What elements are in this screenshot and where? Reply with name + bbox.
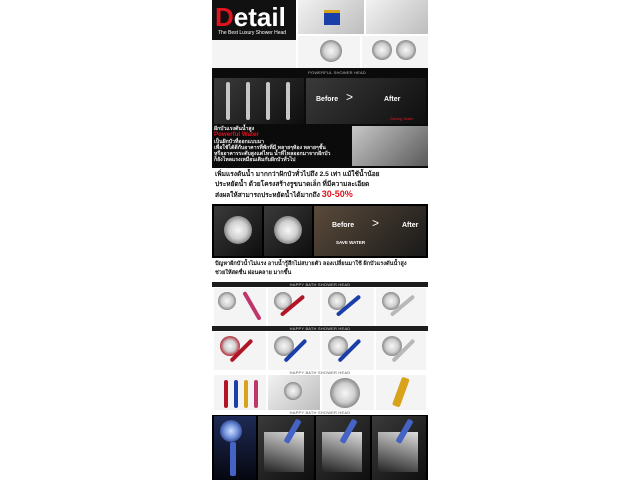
silver-handle-2 (246, 82, 250, 120)
spray-ring-2 (274, 216, 302, 244)
powerful-text (214, 126, 354, 164)
spray-ring-1 (224, 216, 252, 244)
title-initial: D (215, 2, 234, 32)
hand-holding-photo (212, 40, 296, 68)
gallery-3-ring-2 (284, 382, 302, 400)
gallery-banner-4: HAPPY BATH SHOWER HEAD (212, 410, 428, 415)
powerful-section (212, 68, 428, 168)
gallery-3-handle-red (224, 380, 228, 408)
gallery-banner-3: HAPPY BATH SHOWER HEAD (212, 370, 428, 375)
gallery-3-handle-gold (244, 380, 248, 408)
powerful-line-6: ก็ยังไหลแรงเหมือนเดิมกับฝักบัวทั่วไป (214, 157, 296, 164)
saving-water-caption: Saving Water (390, 116, 414, 121)
problem-line-2: ช่วยให้สดชื่น ผ่อนคลาย มากขึ้น (215, 270, 292, 276)
before-after-photo-2 (314, 206, 426, 256)
gallery-3-handle-blue (234, 380, 238, 408)
silver-handle-1 (226, 82, 230, 120)
shower-face-ring (320, 40, 342, 62)
pressure-line-3 (215, 191, 425, 200)
problem-text-block (212, 258, 428, 282)
shower-parts-photo (366, 0, 428, 34)
gallery-3 (212, 370, 428, 410)
gallery-banner-2: HAPPY BATH SHOWER HEAD (212, 326, 428, 331)
before-label: Before (316, 96, 339, 103)
arrow-icon: > (346, 90, 354, 104)
gallery-4-ring-1 (220, 420, 242, 442)
gallery-1 (212, 282, 428, 326)
gallery-3-ring-3 (330, 378, 360, 408)
woman-shower-photo (352, 126, 428, 166)
after-label-2: After (402, 222, 419, 229)
pressure-line-3-text: ส่งผลให้สามารถประหยัดน้ำได้มากถึง (215, 192, 320, 199)
gallery-3-tile-1 (214, 375, 266, 410)
powerful-banner: POWERFUL SHOWER HEAD (308, 70, 366, 75)
shower-head-ring-1 (372, 40, 392, 60)
silver-handle-3 (266, 82, 270, 120)
product-detail-image (212, 0, 428, 480)
gallery-4 (212, 410, 428, 480)
powerful-water-heading: Powerful Water (214, 131, 259, 139)
powerful-line-1: ฝักบัวแรงดันน้ำสูง (214, 126, 255, 132)
gallery-1-ring-1 (218, 292, 236, 310)
title-panel (212, 0, 296, 40)
save-water-label: SAVE WATER (336, 240, 366, 245)
pressure-line-2: ประหยัดน้ำ ด้วยโครงสร้างรูขนาดเล็ก ที่มีความละเอียด (215, 181, 370, 188)
pressure-text-block (212, 168, 428, 204)
gallery-3-handle-pink (254, 380, 258, 408)
silver-handle-4 (286, 82, 290, 120)
detail-subtitle: The Best Luxury Shower Head (218, 30, 287, 36)
gallery-2 (212, 326, 428, 370)
problem-line-1: ปัญหาฝักบัวน้ำไม่แรง อาบน้ำรู้สึกไม่สบายตัว ลองเปลี่ยนมาใช้ ฝักบัวแรงดันน้ำสูง (215, 261, 407, 267)
saving-percent: 30-50% (321, 189, 353, 199)
arrow-icon-2: > (372, 216, 380, 230)
pressure-line-1: เพิ่มแรงดันน้ำ มากกว่าฝักบัวทั่วไปถึง 2.5 เท่า แม้ใช้น้ำน้อย (215, 171, 380, 178)
gallery-banner-1: HAPPY BATH SHOWER HEAD (212, 282, 428, 287)
powerful-line-4: เพื่อใช้ได้ดีกับอาคารที่พักที่มี หลายๆห้อง หลายๆชั้น (214, 144, 326, 151)
shower-head-ring-2 (396, 40, 416, 60)
handle-colored-section (324, 10, 340, 25)
powerful-line-3: เป็นฝักบัวที่ออกแบบมา (214, 138, 265, 145)
comparison-section (212, 204, 428, 258)
gallery-4-handle-1 (230, 442, 236, 476)
title-rest: etail (233, 2, 286, 32)
after-label: After (384, 96, 401, 103)
before-label-2: Before (332, 222, 355, 229)
powerful-line-5: หรืออาคารระดับสูงแต่ไหน น้ำที่ไหลออกมาจากฝักบัว (214, 151, 331, 158)
detail-title (215, 2, 286, 32)
header-block (212, 0, 428, 68)
